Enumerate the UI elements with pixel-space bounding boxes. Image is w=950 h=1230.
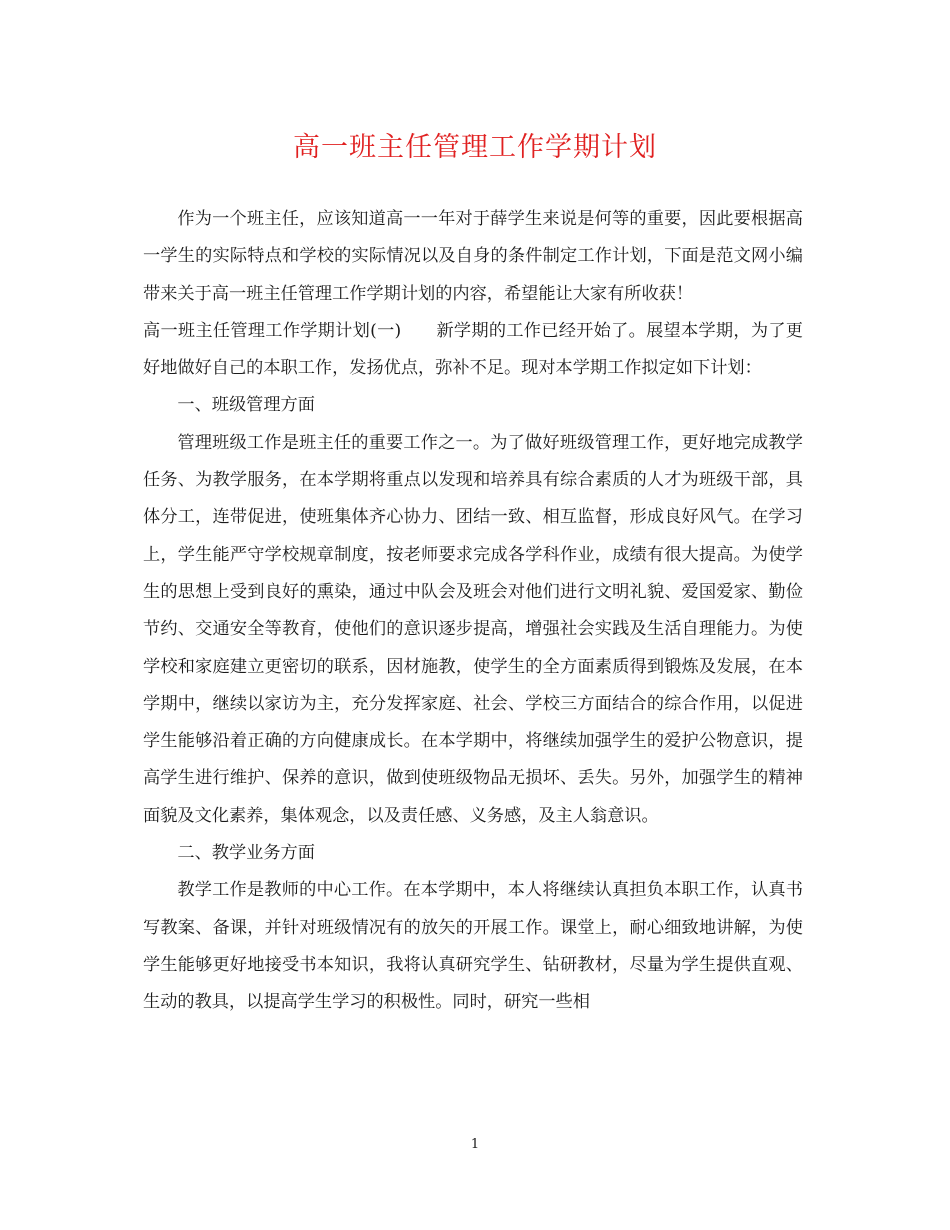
section-heading-class-management: 一、班级管理方面 bbox=[177, 395, 315, 416]
intro-paragraph: 作为一个班主任，应该知道高一一年对于薛学生来说是何等的重要，因此要根据高一学生的实际特点和学校的实际情况以及自身的条件制定工作计划，下面是范文网小编带来关于高一班主任管理工作学期计划的内容，希望能让大家有所收获！ bbox=[143, 209, 803, 304]
document-body bbox=[143, 201, 803, 1022]
class-management-paragraph: 管理班级工作是班主任的重要工作之一。为了做好班级管理工作，更好地完成教学任务、为教学服务，在本学期将重点以发现和培养具有综合素质的人才为班级干部，具体分工，连带促进，使班集体齐心协力、团结一致、相互监督，形成良好风气。在学习上，学生能严守学校规章制度，按老师要求完成各学科作业，成绩有很大提高。为使学生的思想上受到良好的熏染，通过中队会及班会对他们进行文明礼貌、爱国爱家、勤俭节约、交通安全等教育，使他们的意识逐步提高，增强社会实践及生活自理能力。为使学校和家庭建立更密切的联系，因材施教，使学生的全方面素质得到锻炼及发展，在本学期中，继续以家访为主，充分发挥家庭、社会、学校三方面结合的综合作用，以促进学生能够沿着正确的方向健康成长。在本学期中，将继续加强学生的爱护公物意识，提高学生进行维护、保养的意识，做到使班级物品无损坏、丢失。另外，加强学生的精神面貌及文化素养，集体观念，以及责任感、义务感，及主人翁意识。 bbox=[143, 432, 803, 826]
section-heading-teaching: 二、教学业务方面 bbox=[177, 843, 315, 864]
page-number: 1 bbox=[470, 1137, 480, 1152]
plan-one-paragraph: 高一班主任管理工作学期计划(一) 新学期的工作已经开始了。展望本学期，为了更好地做好自己的本职工作，发扬优点，弥补不足。现对本学期工作拟定如下计划： bbox=[143, 320, 803, 379]
teaching-paragraph: 教学工作是教师的中心工作。在本学期中，本人将继续认真担负本职工作，认真书写教案、备课，并针对班级情况有的放矢的开展工作。课堂上，耐心细致地讲解，为使学生能够更好地接受书本知识，我将认真研究学生、钻研教材，尽量为学生提供直观、生动的教具，以提高学生学习的积极性。同时，研究一些相 bbox=[143, 880, 803, 1013]
document-title: 高一班主任管理工作学期计划 bbox=[293, 132, 657, 163]
